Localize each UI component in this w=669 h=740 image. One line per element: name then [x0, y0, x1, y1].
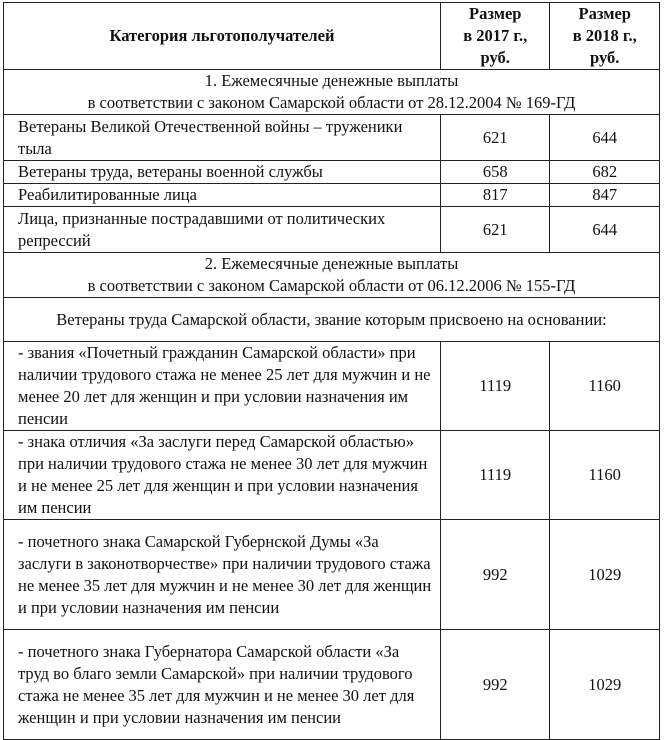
header-2018-line1: Размер [578, 4, 631, 23]
row-value-2017: 1119 [440, 431, 550, 520]
row-value-2018: 1160 [550, 431, 660, 520]
header-category: Категория льготополучателей [4, 3, 441, 70]
row-value-2018: 847 [550, 184, 660, 207]
row-value-2018: 1029 [550, 520, 660, 630]
row-category: - почетного знака Самарской Губернской Думы «За заслуги в законотворчестве» при наличии трудового стажа не менее 35 лет для мужчин и не менее 30 лет для женщин и при условии назначения им пенсии [4, 520, 441, 630]
table-header-row [4, 3, 660, 70]
table-row [4, 207, 660, 253]
section-2-line2: в соответствии с законом Самарской области от 06.12.2006 № 155-ГД [87, 276, 576, 295]
header-2017-line2: в 2017 г., [463, 26, 528, 45]
table-row [4, 161, 660, 184]
row-category: Лица, признанные пострадавшими от политических репрессий [4, 207, 441, 253]
section-1-line2: в соответствии с законом Самарской области от 28.12.2004 № 169-ГД [87, 93, 576, 112]
row-value-2018: 644 [550, 115, 660, 161]
row-category: Реабилитированные лица [4, 184, 441, 207]
table-row [4, 115, 660, 161]
header-2017 [440, 3, 550, 70]
row-value-2017: 658 [440, 161, 550, 184]
table-row [4, 184, 660, 207]
row-category: - звания «Почетный гражданин Самарской области» при наличии трудового стажа не менее 25 лет для мужчин и не менее 20 лет для женщин и при условии назначения им пенсии [4, 342, 441, 431]
table-row [4, 630, 660, 740]
section-1-heading [4, 70, 660, 115]
section-2-heading [4, 253, 660, 298]
row-value-2018: 682 [550, 161, 660, 184]
section-1-line1: 1. Ежемесячные денежные выплаты [204, 71, 459, 90]
row-value-2017: 1119 [440, 342, 550, 431]
table-row [4, 342, 660, 431]
header-2018-line2: в 2018 г., [572, 26, 637, 45]
section-2-line1: 2. Ежемесячные денежные выплаты [204, 254, 459, 273]
header-2017-line1: Размер [468, 4, 522, 23]
row-category: - знака отличия «За заслуги перед Самарской областью» при наличии трудового стажа не менее 30 лет для мужчин и не менее 25 лет для женщин и при условии назначения им пенсии [4, 431, 441, 520]
subheading-row [4, 298, 660, 342]
table-row [4, 520, 660, 630]
row-value-2017: 817 [440, 184, 550, 207]
row-value-2018: 1029 [550, 630, 660, 740]
section-2-row [4, 253, 660, 298]
header-2017-line3: руб. [480, 48, 510, 67]
row-value-2017: 992 [440, 520, 550, 630]
table-row [4, 431, 660, 520]
row-value-2017: 992 [440, 630, 550, 740]
benefits-table [3, 2, 660, 740]
header-2018 [550, 3, 660, 70]
row-value-2017: 621 [440, 207, 550, 253]
row-value-2018: 1160 [550, 342, 660, 431]
subheading: Ветераны труда Самарской области, звание которым присвоено на основании: [4, 298, 660, 342]
row-category: - почетного знака Губернатора Самарской области «За труд во благо земли Самарской» при наличии трудового стажа не менее 35 лет для мужчин и не менее 30 лет для женщин и при условии назначения им пенсии [4, 630, 441, 740]
header-2018-line3: руб. [590, 48, 620, 67]
row-value-2017: 621 [440, 115, 550, 161]
row-category: Ветераны труда, ветераны военной службы [4, 161, 441, 184]
row-value-2018: 644 [550, 207, 660, 253]
row-category: Ветераны Великой Отечественной войны – труженики тыла [4, 115, 441, 161]
section-1-row [4, 70, 660, 115]
